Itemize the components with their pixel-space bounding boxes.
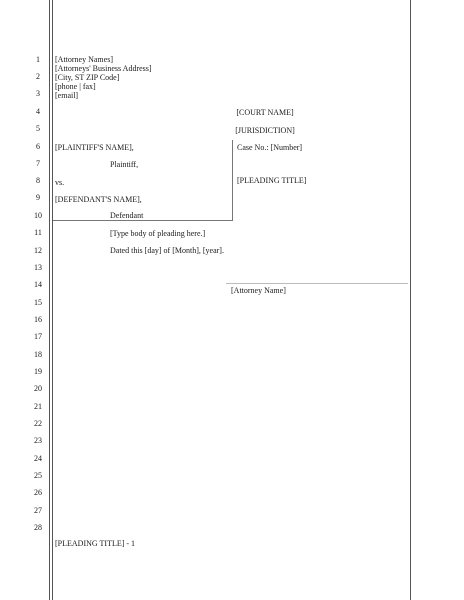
- line-number: 10: [34, 211, 42, 220]
- line-number: 9: [36, 193, 40, 202]
- line-number: 5: [36, 124, 40, 133]
- line-number: 16: [34, 315, 42, 324]
- line-number: 8: [36, 176, 40, 185]
- line-number: 2: [36, 72, 40, 81]
- line-number: 28: [34, 523, 42, 532]
- pleading-title: [PLEADING TITLE]: [237, 176, 307, 185]
- attorney-address: [Attorneys' Business Address]: [55, 64, 152, 73]
- line-number: 20: [34, 384, 42, 393]
- attorney-city: [City, ST ZIP Code]: [55, 73, 120, 82]
- caption-bottom-rule: [53, 220, 233, 221]
- attorney-names: [Attorney Names]: [55, 55, 113, 64]
- line-number: 13: [34, 263, 42, 272]
- line-number: 26: [34, 488, 42, 497]
- plaintiff-label: Plaintiff,: [110, 160, 139, 169]
- plaintiff-name: [PLAINTIFF'S NAME],: [55, 143, 134, 152]
- line-number: 12: [34, 246, 42, 255]
- defendant-label: Defendant: [110, 211, 144, 220]
- right-margin-rule: [410, 0, 411, 600]
- line-number: 21: [34, 402, 42, 411]
- line-number: 25: [34, 471, 42, 480]
- line-number: 23: [34, 436, 42, 445]
- signature-attorney-name: [Attorney Name]: [231, 286, 286, 295]
- left-margin-rule-outer: [49, 0, 50, 600]
- line-number: 18: [34, 350, 42, 359]
- versus: vs.: [55, 178, 65, 187]
- jurisdiction: [JURISDICTION]: [235, 126, 295, 135]
- line-number: 1: [36, 55, 40, 64]
- caption-divider: [232, 140, 233, 220]
- line-number: 3: [36, 89, 40, 98]
- line-number: 6: [36, 142, 40, 151]
- signature-line: [226, 283, 408, 284]
- line-number: 4: [36, 107, 40, 116]
- dated-line: Dated this [day] of [Month], [year].: [110, 246, 224, 255]
- line-number: 22: [34, 419, 42, 428]
- line-number: 7: [36, 159, 40, 168]
- court-name: [COURT NAME]: [236, 108, 294, 117]
- line-number: 11: [34, 228, 42, 237]
- line-number: 14: [34, 280, 42, 289]
- case-number: Case No.: [Number]: [237, 143, 303, 152]
- defendant-name: [DEFENDANT'S NAME],: [55, 195, 142, 204]
- footer-pleading-title: [PLEADING TITLE] - 1: [55, 539, 136, 548]
- line-number: 27: [34, 506, 42, 515]
- line-number: 24: [34, 454, 42, 463]
- line-number: 17: [34, 332, 42, 341]
- line-number: 19: [34, 367, 42, 376]
- pleading-body: [Type body of pleading here.]: [110, 229, 206, 238]
- line-number: 15: [34, 298, 42, 307]
- attorney-phone: [phone | fax]: [55, 82, 96, 91]
- left-margin-rule-inner: [52, 0, 53, 600]
- attorney-email: [email]: [55, 91, 79, 100]
